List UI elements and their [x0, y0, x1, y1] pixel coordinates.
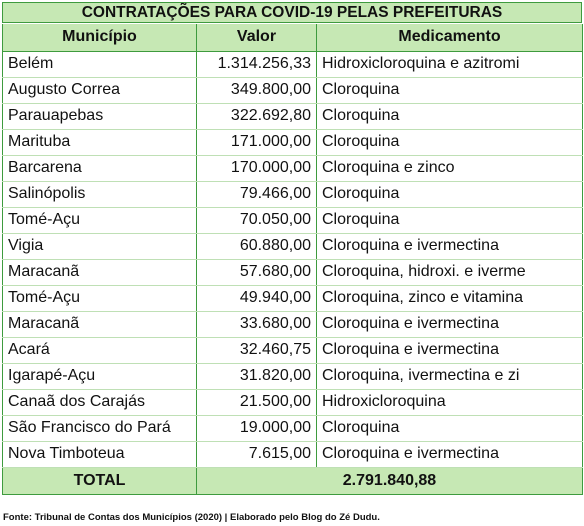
- medicamento-cell: Cloroquina: [317, 181, 583, 207]
- municipio-cell: Augusto Correa: [3, 77, 197, 103]
- total-value: 2.791.840,88: [197, 467, 583, 494]
- contracts-table: [2, 24, 583, 495]
- table-row: [3, 259, 583, 285]
- municipio-cell: Canaã dos Carajás: [3, 389, 197, 415]
- municipio-cell: Marituba: [3, 129, 197, 155]
- table-row: [3, 77, 583, 103]
- header-municipio: Município: [3, 24, 197, 51]
- medicamento-cell: Hidroxicloroquina e azitromi: [317, 51, 583, 77]
- table-row: [3, 441, 583, 467]
- municipio-cell: Belém: [3, 51, 197, 77]
- municipio-cell: Maracanã: [3, 311, 197, 337]
- municipio-cell: Tomé-Açu: [3, 207, 197, 233]
- valor-cell: 349.800,00: [197, 77, 317, 103]
- valor-cell: 21.500,00: [197, 389, 317, 415]
- valor-cell: 60.880,00: [197, 233, 317, 259]
- valor-cell: 1.314.256,33: [197, 51, 317, 77]
- table-row: [3, 285, 583, 311]
- table-row: [3, 363, 583, 389]
- valor-cell: 70.050,00: [197, 207, 317, 233]
- header-medicamento: Medicamento: [317, 24, 583, 51]
- medicamento-cell: Cloroquina e ivermectina: [317, 337, 583, 363]
- valor-cell: 33.680,00: [197, 311, 317, 337]
- medicamento-cell: Hidroxicloroquina: [317, 389, 583, 415]
- valor-cell: 79.466,00: [197, 181, 317, 207]
- table-row: [3, 181, 583, 207]
- medicamento-cell: Cloroquina, zinco e vitamina: [317, 285, 583, 311]
- table-row: [3, 207, 583, 233]
- municipio-cell: Acará: [3, 337, 197, 363]
- valor-cell: 57.680,00: [197, 259, 317, 285]
- source-note: Fonte: Tribunal de Contas dos Municípios (2020) | Elaborado pelo Blog do Zé Dudu.: [3, 512, 380, 523]
- table-row: [3, 389, 583, 415]
- municipio-cell: Igarapé-Açu: [3, 363, 197, 389]
- total-label: TOTAL: [3, 467, 197, 494]
- table-row: [3, 337, 583, 363]
- table-row: [3, 233, 583, 259]
- medicamento-cell: Cloroquina e zinco: [317, 155, 583, 181]
- valor-cell: 170.000,00: [197, 155, 317, 181]
- municipio-cell: Tomé-Açu: [3, 285, 197, 311]
- valor-cell: 171.000,00: [197, 129, 317, 155]
- table-row: [3, 51, 583, 77]
- medicamento-cell: Cloroquina: [317, 103, 583, 129]
- total-row: [3, 467, 583, 494]
- municipio-cell: Barcarena: [3, 155, 197, 181]
- medicamento-cell: Cloroquina, ivermectina e zi: [317, 363, 583, 389]
- medicamento-cell: Cloroquina: [317, 415, 583, 441]
- medicamento-cell: Cloroquina e ivermectina: [317, 233, 583, 259]
- medicamento-cell: Cloroquina: [317, 77, 583, 103]
- table-title: CONTRATAÇÕES PARA COVID-19 PELAS PREFEITURAS: [2, 2, 582, 23]
- municipio-cell: Nova Timboteua: [3, 441, 197, 467]
- medicamento-cell: Cloroquina, hidroxi. e iverme: [317, 259, 583, 285]
- table-row: [3, 415, 583, 441]
- municipio-cell: Salinópolis: [3, 181, 197, 207]
- valor-cell: 322.692,80: [197, 103, 317, 129]
- municipio-cell: Maracanã: [3, 259, 197, 285]
- valor-cell: 19.000,00: [197, 415, 317, 441]
- table-row: [3, 311, 583, 337]
- table-body: [3, 51, 583, 467]
- municipio-cell: Vigia: [3, 233, 197, 259]
- valor-cell: 31.820,00: [197, 363, 317, 389]
- valor-cell: 7.615,00: [197, 441, 317, 467]
- medicamento-cell: Cloroquina e ivermectina: [317, 311, 583, 337]
- table-row: [3, 103, 583, 129]
- medicamento-cell: Cloroquina: [317, 129, 583, 155]
- medicamento-cell: Cloroquina: [317, 207, 583, 233]
- municipio-cell: Parauapebas: [3, 103, 197, 129]
- header-row: [3, 24, 583, 51]
- medicamento-cell: Cloroquina e ivermectina: [317, 441, 583, 467]
- valor-cell: 32.460,75: [197, 337, 317, 363]
- table-row: [3, 155, 583, 181]
- valor-cell: 49.940,00: [197, 285, 317, 311]
- table-row: [3, 129, 583, 155]
- municipio-cell: São Francisco do Pará: [3, 415, 197, 441]
- header-valor: Valor: [197, 24, 317, 51]
